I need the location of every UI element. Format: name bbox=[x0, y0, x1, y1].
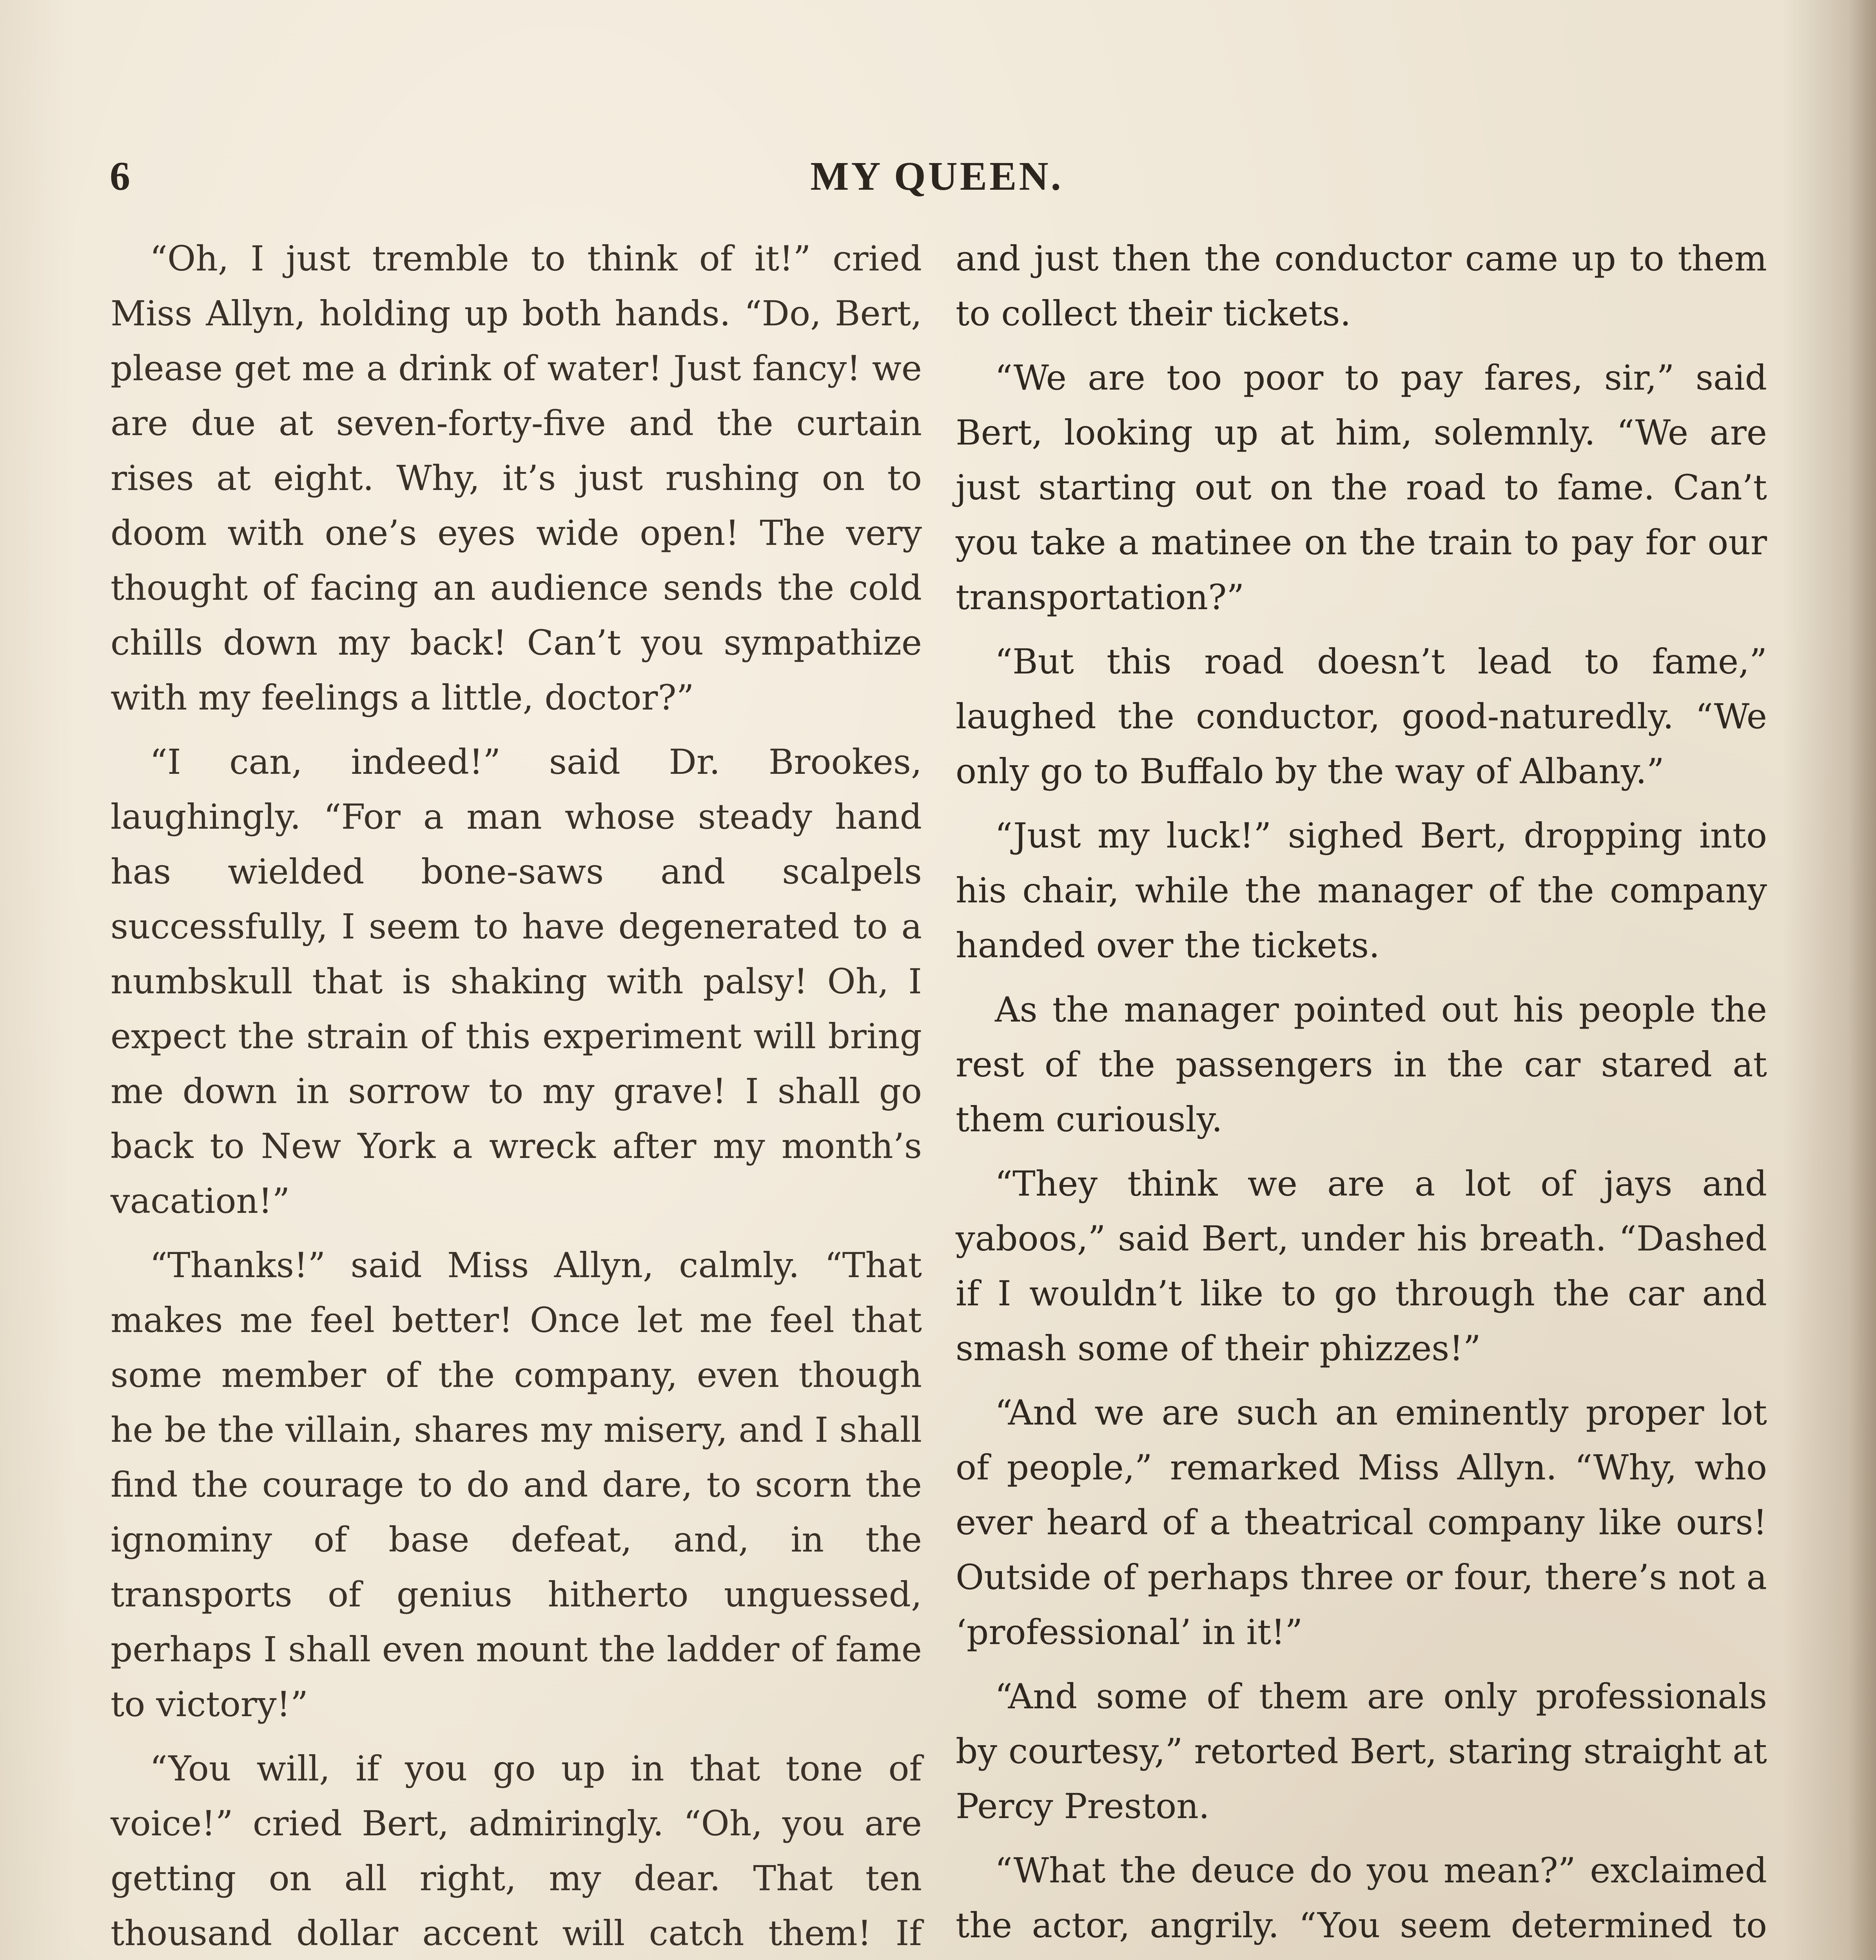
paragraph: “Just my luck!” sighed Bert, dropping into his chair, while the manager of the company handed over the tickets. bbox=[956, 815, 1767, 965]
paragraph: As the manager pointed out his people the rest of the passengers in the car stared at them curiously. bbox=[956, 989, 1767, 1140]
paragraph: “And we are such an eminently proper lot of people,” remarked Miss Allyn. “Why, who ever heard of a theatrical company like ours! Outside of perhaps three or four, there’s not a ‘professional’ in it!” bbox=[956, 1392, 1767, 1652]
paragraph: “I can, indeed!” said Dr. Brookes, laughingly. “For a man whose steady hand has wielded bone-saws and scalpels successfully, I seem to have degenerated to a numbskull that is shaking with palsy! Oh, I expect the strain of this experiment will bring me down in sorrow to my grave! I shall go back to New York a wreck after my month’s vacation!” bbox=[111, 742, 922, 1221]
left-column bbox=[111, 231, 922, 1960]
paragraph: “You will, if you go up in that tone of voice!” cried Bert, admiringly. “Oh, you are getting on all right, my dear. That ten thousand dollar accent will catch them! If bbox=[111, 1748, 922, 1953]
page-number: 6 bbox=[110, 154, 130, 199]
paragraph: “Thanks!” said Miss Allyn, calmly. “That makes me feel better! Once let me feel that some member of the company, even though he be the villain, shares my misery, and I shall find the courage to do and dare, to scorn the ignominy of base defeat, and, in the transports of genius hitherto unguessed, perhaps I shall even mount the ladder of fame to victory!” bbox=[111, 1245, 922, 1724]
paragraph: “And some of them are only professionals by courtesy,” retorted Bert, staring straight at Percy Preston. bbox=[956, 1676, 1767, 1826]
paragraph: “They think we are a lot of jays and yaboos,” said Bert, under his breath. “Dashed if I wouldn’t like to go through the car and smash some of their phizzes!” bbox=[956, 1163, 1767, 1368]
paragraph: “We are too poor to pay fares, sir,” said Bert, looking up at him, solemnly. “We are just starting out on the road to fame. Can’t you take a matinee on the train to pay for our transportation?” bbox=[956, 358, 1767, 617]
paragraph: “Oh, I just tremble to think of it!” cried Miss Allyn, holding up both hands. “Do, Bert, please get me a drink of water! Just fancy! we are due at seven-forty-five and the curtain rises at eight. Why, it’s just rushing on to doom with one’s eyes wide open! The very thought of facing an audience sends the cold chills down my back! Can’t you sympathize with my feelings a little, doctor?” bbox=[111, 238, 922, 718]
running-head: MY QUEEN. bbox=[810, 154, 1063, 199]
page-edge-shadow bbox=[1849, 0, 1876, 1960]
paragraph: “What the deuce do you mean?” exclaimed the actor, angrily. “You seem determined to bbox=[956, 1850, 1767, 1945]
right-column bbox=[956, 231, 1767, 1960]
paragraph-continued: and just then the conductor came up to them to collect their tickets. bbox=[956, 238, 1767, 334]
paragraph: “But this road doesn’t lead to fame,” laughed the conductor, good-naturedly. “We only go to Buffalo by the way of Albany.” bbox=[956, 641, 1767, 791]
